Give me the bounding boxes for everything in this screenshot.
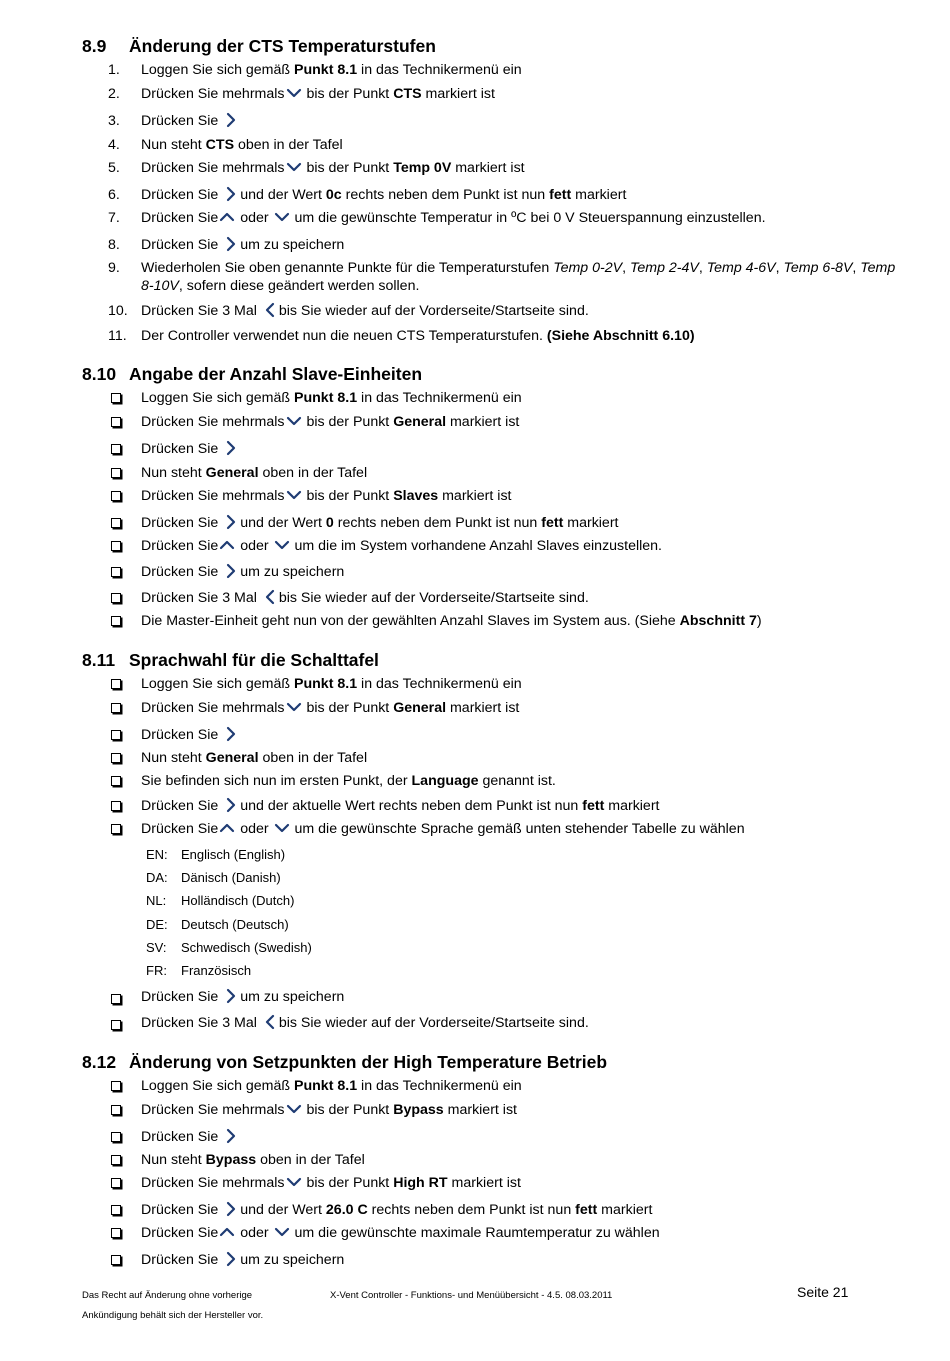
chevron-down-icon [286,1101,302,1117]
list-item: 3. Drücken Sie [82,108,902,134]
list-item: Drücken Sie [82,1124,902,1148]
list-item: 7. Drücken Sie oder um die gewünschte Temperatur in ºC bei 0 V Steuerspannung einzustellen. [108,210,766,226]
list-item: Drücken Sie [82,436,902,462]
page-number: Seite 21 [797,1284,849,1300]
section-heading: 8.10 Angabe der Anzahl Slave-Einheiten [82,364,423,384]
chevron-down-icon [274,209,290,225]
section-8-9 [82,34,902,349]
list-item: 6. Drücken Sie und der Wert 0c rechts neben dem Punkt ist nun fett markiert [108,187,627,203]
list-item: Loggen Sie sich gemäß Punkt 8.1 in das Technikermenü ein [82,386,902,410]
list-item: Drücken Sie um zu speichern [82,1247,902,1273]
list-item: Drücken Sie und der Wert 26.0 C rechts neben dem Punkt ist nun fett markiert [82,1197,902,1221]
list-item: Drücken Sie [82,722,902,746]
list-item: Drücken Sie um zu speichern [82,560,902,586]
chevron-right-icon [223,186,239,202]
list-item: Drücken Sie 3 Mal bis Sie wieder auf der Vorderseite/Startseite sind. [82,1008,902,1034]
list-item: Loggen Sie sich gemäß Punkt 8.1 in das Technikermenü ein [82,672,902,696]
list-item: Drücken Sie und der aktuelle Wert rechts neben dem Punkt ist nun fett markiert [82,793,902,817]
language-row: FR: Französisch [146,962,252,978]
list-item: 2. Drücken Sie mehrmals bis der Punkt CTS markiert ist [108,86,495,102]
chevron-down-icon [274,820,290,836]
chevron-left-icon [262,1014,278,1030]
chevron-left-icon [262,589,278,605]
chevron-right-icon [223,988,239,1004]
list-item: Drücken Sie oder um die im System vorhandene Anzahl Slaves einzustellen. [82,534,902,560]
list-item: Die Master-Einheit geht nun von der gewählten Anzahl Slaves im System aus. (Siehe Abschnitt 7) [82,610,902,634]
list-item: Drücken Sie mehrmals bis der Punkt General markiert ist [82,410,902,436]
section-8-12 [82,1050,902,1273]
chevron-down-icon [286,159,302,175]
list-item: Nun steht General oben in der Tafel [82,462,902,484]
language-table [82,843,902,982]
chevron-down-icon [286,1174,302,1190]
chevron-down-icon [286,413,302,429]
language-row: DE: Deutsch (Deutsch) [146,916,289,932]
chevron-right-icon [223,236,239,252]
list-item: Nun steht General oben in der Tafel [82,746,902,769]
section-8-11 [82,648,902,1034]
list-item: Drücken Sie mehrmals bis der Punkt General markiert ist [82,696,902,722]
list-item: Drücken Sie mehrmals bis der Punkt Bypass markiert ist [82,1098,902,1124]
list-item: Drücken Sie oder um die gewünschte Sprache gemäß unten stehender Tabelle zu wählen [82,817,902,843]
list-item: 5. Drücken Sie mehrmals bis der Punkt Temp 0V markiert ist [108,160,525,176]
list-item: Drücken Sie oder um die gewünschte maximale Raumtemperatur zu wählen [82,1221,902,1247]
chevron-right-icon [223,726,239,742]
chevron-down-icon [286,699,302,715]
chevron-right-icon [223,112,239,128]
list-item: Drücken Sie 3 Mal bis Sie wieder auf der Vorderseite/Startseite sind. [82,586,902,610]
language-row: SV: Schwedisch (Swedish) [146,939,312,955]
language-row: DA: Dänisch (Danish) [146,870,281,886]
chevron-right-icon [223,1251,239,1267]
footer-disclaimer: Das Recht auf Änderung ohne vorherige Ankündigung behält sich der Hersteller vor. [82,1290,264,1321]
chevron-up-icon [219,209,235,225]
chevron-up-icon [219,1224,235,1240]
section-heading: 8.11 Sprachwahl für die Schalttafel [82,650,379,670]
list-item: 11. Der Controller verwendet nun die neuen CTS Temperaturstufen. (Siehe Abschnitt 6.10) [108,328,695,344]
section-heading: 8.12 Änderung von Setzpunkten der High Temperature Betrieb [82,1052,608,1072]
chevron-up-icon [219,820,235,836]
list-item: Loggen Sie sich gemäß Punkt 8.1 in das Technikermenü ein [82,1074,902,1098]
list-item: 10. Drücken Sie 3 Mal bis Sie wieder auf der Vorderseite/Startseite sind. [108,303,589,319]
chevron-right-icon [223,514,239,530]
chevron-down-icon [274,537,290,553]
list-item: Drücken Sie und der Wert 0 rechts neben dem Punkt ist nun fett markiert [82,510,902,534]
chevron-right-icon [223,563,239,579]
list-item: Drücken Sie um zu speichern [82,982,902,1008]
footer-document-info: X-Vent Controller - Funktions- und Menüübersicht - 4.5. 08.03.2011 [330,1290,613,1301]
list-item: 4. Nun steht CTS oben in der Tafel [108,137,343,153]
language-row: EN: Englisch (English) [146,847,286,862]
chevron-left-icon [262,302,278,318]
chevron-down-icon [286,85,302,101]
chevron-right-icon [223,797,239,813]
list-item: Nun steht Bypass oben in der Tafel [82,1148,902,1171]
section-heading: 8.9 Änderung der CTS Temperaturstufen [82,36,436,56]
chevron-right-icon [223,1201,239,1217]
chevron-down-icon [274,1224,290,1240]
list-item: 8. Drücken Sie um zu speichern [108,237,345,253]
list-item: Drücken Sie mehrmals bis der Punkt High RT markiert ist [82,1171,902,1197]
list-item: Sie befinden sich nun im ersten Punkt, der Language genannt ist. [82,769,902,793]
language-row: NL: Holländisch (Dutch) [146,893,295,909]
chevron-down-icon [286,487,302,503]
chevron-up-icon [219,537,235,553]
section-8-10 [82,362,902,634]
list-item: 9. Wiederholen Sie oben genannte Punkte für die Temperaturstufen Temp 0-2V, Temp 2-4V, Temp 4-6V, Temp 6-8V, Temp 8-10V, sofern diese geändert werden sollen. [108,260,896,294]
list-item: 1. Loggen Sie sich gemäß Punkt 8.1 in das Technikermenü ein [108,62,522,78]
list-item: Drücken Sie mehrmals bis der Punkt Slaves markiert ist [82,484,902,510]
chevron-right-icon [223,1128,239,1144]
chevron-right-icon [223,440,239,456]
